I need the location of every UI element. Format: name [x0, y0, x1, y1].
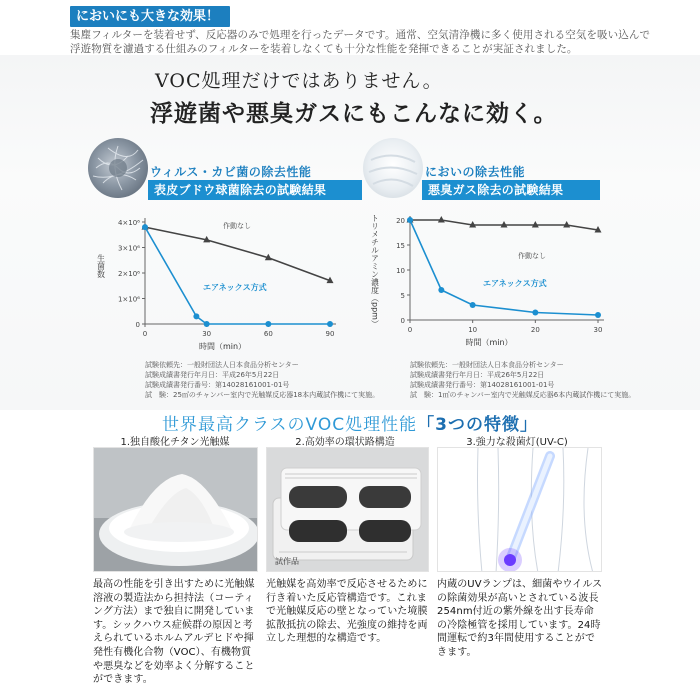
- powder-bowl-image: [93, 447, 258, 572]
- y-axis-label: 生菌数: [96, 254, 106, 278]
- x-axis-label: 時間（min）: [465, 338, 513, 347]
- reactor-prototype-image: [266, 447, 429, 572]
- y-tick-label: 10: [396, 267, 405, 275]
- note-line: 試験依頼先：一般財団法人日本食品分析センター: [145, 361, 299, 369]
- bacteria-removal-chart: [85, 210, 355, 350]
- intro-heading: においにも大きな効果！: [70, 6, 230, 27]
- x-tick-label: 60: [263, 330, 273, 338]
- x-tick-label: 20: [530, 326, 540, 334]
- note-line: 試験成績書発行番号：第14028161001-01号: [410, 381, 555, 389]
- y-tick-label: 5: [400, 292, 405, 300]
- x-tick-label: 0: [142, 330, 148, 338]
- intro-description: 集塵フィルターを装着せず、反応器のみで処理を行ったデータです。通常、空気清浄機に多く使用される空気を吸い込んで浮遊物質を濾過する仕組みのフィルターを装着しなくても十分な性能を発揮できることが実証されました。: [70, 29, 651, 55]
- feature-2-label: 2.高効率の環状路構造: [295, 437, 395, 448]
- y-tick-label: 4×10⁶: [117, 219, 140, 227]
- y-axis-label: トリメチルアミン濃度（ppm）: [370, 214, 380, 328]
- x-tick-label: 10: [468, 326, 478, 334]
- y-tick-label: 20: [396, 217, 405, 225]
- panel2-subtitle: 悪臭ガス除去の試験結果: [422, 180, 600, 200]
- y-tick-label: 15: [396, 242, 405, 250]
- feature-3-text: 内蔵のUVランプは、細菌やウイルスの除菌効果が高いとされている波長254nm付近の紫外線を出す長寿命の冷陰極管を採用しています。24時間運転で約3年間使用することができます。: [437, 579, 603, 658]
- note-line: 試 験：25㎥のチャンバー室内で光触媒反応器18本内蔵試作機にて実施。: [145, 391, 380, 399]
- series-label: エアネックス方式: [203, 283, 267, 292]
- circle-marker: [470, 302, 476, 308]
- panel1-title: ウィルス・カビ菌の除去性能: [150, 165, 312, 179]
- features-title-main: 世界最高クラスのVOC処理性能: [162, 415, 418, 435]
- y-tick-label: 2×10⁶: [117, 270, 140, 278]
- note-line: 試験成績書発行年月日：平成26年5月22日: [145, 371, 280, 379]
- fabric-photo: [363, 138, 423, 198]
- series-line: [145, 227, 330, 281]
- circle-marker: [265, 321, 271, 327]
- x-tick-label: 90: [325, 330, 335, 338]
- headline-1: VOC処理だけではありません。: [155, 70, 443, 92]
- circle-marker: [204, 321, 210, 327]
- y-tick-label: 1×10⁶: [117, 295, 140, 304]
- uv-lamp-image: [437, 447, 602, 572]
- note-line: 試験依頼先：一般財団法人日本食品分析センター: [410, 361, 564, 369]
- series-label: エアネックス方式: [483, 279, 547, 288]
- feature-1-text: 最高の性能を引き出すために光触媒溶液の製造法から担持法（コーティング方法）まで独自に開発しています。シックハウス症候群の原因と考えられているホルムアルデヒドや揮発性有機化合物（VOC）、有機物質や悪臭などを効率よく分解することができます。: [93, 579, 255, 686]
- series-label: 作動なし: [518, 252, 546, 260]
- circle-marker: [193, 313, 199, 319]
- features-title-accent: 「3つの特徴」: [417, 415, 538, 435]
- panel2-title: においの除去性能: [425, 165, 526, 179]
- feature-1-label: 1.独自酸化チタン光触媒: [120, 437, 230, 448]
- series-line: [410, 220, 598, 315]
- note-line: 試験成績書発行年月日：平成26年5月22日: [410, 371, 545, 379]
- circle-marker: [532, 310, 538, 316]
- circle-marker: [595, 312, 601, 318]
- x-tick-label: 30: [593, 326, 603, 334]
- bacteria-photo: [88, 138, 148, 198]
- series-line: [145, 227, 330, 324]
- circle-marker: [438, 287, 444, 293]
- features-title: [0, 410, 700, 435]
- series-label: 作動なし: [223, 222, 251, 230]
- feature-2-text: 光触媒を高効率で反応させるために行き着いた反応管構造です。これまで光触媒反応の壁となっていた境膜拡散抵抗の除去、光強度の維持を両立した理想的な構造です。: [266, 579, 428, 645]
- headline-2: 浮遊菌や悪臭ガスにもこんなに効く。: [150, 100, 558, 127]
- panel2-notes: [410, 360, 635, 400]
- panel1-notes: [145, 360, 379, 400]
- y-tick-label: 0: [135, 321, 140, 329]
- circle-marker: [327, 321, 333, 327]
- x-tick-label: 0: [407, 326, 413, 334]
- x-axis-label: 時間（min）: [198, 342, 247, 350]
- odor-removal-chart: [365, 210, 620, 350]
- x-tick-label: 30: [202, 330, 212, 338]
- y-tick-label: 3×10⁶: [117, 244, 140, 253]
- circle-marker: [407, 217, 413, 223]
- y-tick-label: 0: [400, 317, 405, 325]
- note-line: 試 験：1㎥のチャンバー室内で光触媒反応器6本内蔵試作機にて実施。: [410, 391, 636, 399]
- prototype-caption: 試作品: [275, 557, 299, 566]
- panel1-subtitle: 表皮ブドウ球菌除去の試験結果: [148, 180, 362, 200]
- circle-marker: [142, 224, 148, 230]
- feature-3-label: 3.強力な殺菌灯(UV-C): [466, 437, 568, 448]
- note-line: 試験成績書発行番号：第14028161001-01号: [145, 381, 290, 389]
